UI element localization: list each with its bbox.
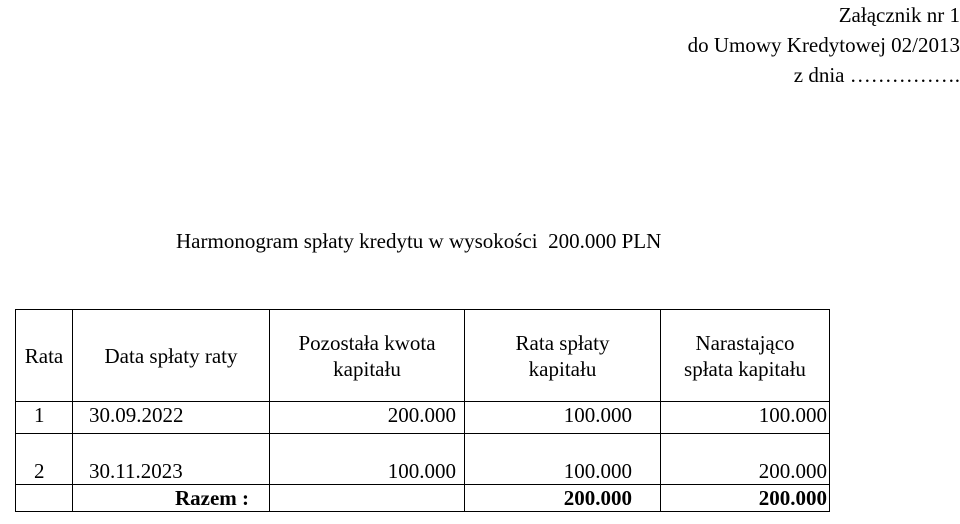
total-label: Razem : bbox=[73, 485, 270, 512]
table-row-spacer bbox=[16, 434, 830, 459]
column-header-rata: Rata bbox=[16, 310, 73, 402]
cell-installment: 100.000 bbox=[465, 458, 661, 485]
column-header-rata-splaty: Rata spłaty kapitału bbox=[465, 310, 661, 402]
cell-date: 30.09.2022 bbox=[73, 402, 270, 434]
cell-cumulative: 100.000 bbox=[661, 402, 830, 434]
agreement-reference: do Umowy Kredytowej 02/2013 bbox=[687, 33, 960, 57]
cell-remaining: 200.000 bbox=[270, 402, 465, 434]
annex-header bbox=[688, 0, 960, 90]
column-header-data-splaty: Data spłaty raty bbox=[73, 310, 270, 402]
document-title: Harmonogram spłaty kredytu w wysokości 200.000 PLN bbox=[176, 229, 662, 253]
table-header-row bbox=[16, 310, 830, 402]
annex-number: Załącznik nr 1 bbox=[838, 3, 960, 27]
table-row bbox=[16, 402, 830, 434]
total-cumulative: 200.000 bbox=[661, 485, 830, 512]
total-row bbox=[16, 485, 830, 512]
cell-remaining: 100.000 bbox=[270, 458, 465, 485]
column-header-pozostala-kwota: Pozostała kwota kapitału bbox=[270, 310, 465, 402]
repayment-schedule-table bbox=[15, 309, 830, 512]
cell-rata: 2 bbox=[16, 458, 73, 485]
cell-date: 30.11.2023 bbox=[73, 458, 270, 485]
cell-cumulative: 200.000 bbox=[661, 458, 830, 485]
total-installment: 200.000 bbox=[465, 485, 661, 512]
cell-rata: 1 bbox=[16, 402, 73, 434]
cell-installment: 100.000 bbox=[465, 402, 661, 434]
column-header-narastajaco: Narastająco spłata kapitału bbox=[661, 310, 830, 402]
table-row bbox=[16, 458, 830, 485]
agreement-date: z dnia ……………. bbox=[793, 63, 960, 87]
